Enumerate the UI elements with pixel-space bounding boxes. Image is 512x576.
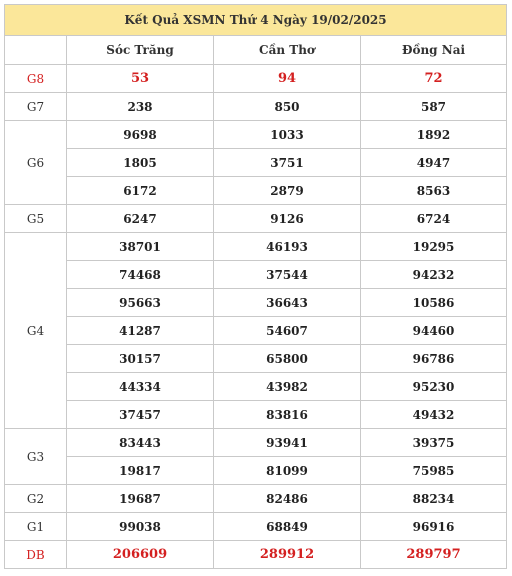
prize-label: G3 xyxy=(5,429,67,485)
prize-row xyxy=(5,261,507,289)
result-number: 53 xyxy=(67,65,214,93)
prize-row xyxy=(5,289,507,317)
prize-row xyxy=(5,485,507,513)
result-number: 65800 xyxy=(214,345,361,373)
result-number: 83816 xyxy=(214,401,361,429)
prize-row xyxy=(5,149,507,177)
prize-row xyxy=(5,513,507,541)
result-number: 19295 xyxy=(361,233,507,261)
result-number: 9126 xyxy=(214,205,361,233)
province-header: Sóc Trăng xyxy=(67,36,214,65)
result-number: 6247 xyxy=(67,205,214,233)
prize-row xyxy=(5,121,507,149)
province-header: Đồng Nai xyxy=(361,36,507,65)
result-number: 94 xyxy=(214,65,361,93)
prize-label: G6 xyxy=(5,121,67,205)
result-number: 74468 xyxy=(67,261,214,289)
province-header: Cần Thơ xyxy=(214,36,361,65)
result-number: 38701 xyxy=(67,233,214,261)
prize-label: G2 xyxy=(5,485,67,513)
result-number: 3751 xyxy=(214,149,361,177)
result-number: 4947 xyxy=(361,149,507,177)
result-number: 10586 xyxy=(361,289,507,317)
result-number: 95230 xyxy=(361,373,507,401)
result-number: 41287 xyxy=(67,317,214,345)
result-number: 2879 xyxy=(214,177,361,205)
result-number: 19687 xyxy=(67,485,214,513)
result-number: 43982 xyxy=(214,373,361,401)
result-number: 94460 xyxy=(361,317,507,345)
prize-label: G8 xyxy=(5,65,67,93)
prize-row xyxy=(5,541,507,569)
result-number: 19817 xyxy=(67,457,214,485)
result-number: 94232 xyxy=(361,261,507,289)
result-number: 1033 xyxy=(214,121,361,149)
results-body xyxy=(5,36,507,569)
prize-label: G7 xyxy=(5,93,67,121)
prize-row xyxy=(5,93,507,121)
result-number: 9698 xyxy=(67,121,214,149)
result-number: 6724 xyxy=(361,205,507,233)
result-number: 289912 xyxy=(214,541,361,569)
result-number: 95663 xyxy=(67,289,214,317)
result-number: 6172 xyxy=(67,177,214,205)
prize-row xyxy=(5,65,507,93)
result-number: 37457 xyxy=(67,401,214,429)
result-number: 93941 xyxy=(214,429,361,457)
prize-row xyxy=(5,345,507,373)
prize-label: DB xyxy=(5,541,67,569)
corner-cell xyxy=(5,36,67,65)
result-number: 44334 xyxy=(67,373,214,401)
result-number: 99038 xyxy=(67,513,214,541)
prize-row xyxy=(5,401,507,429)
result-number: 54607 xyxy=(214,317,361,345)
result-number: 206609 xyxy=(67,541,214,569)
result-number: 37544 xyxy=(214,261,361,289)
result-number: 96786 xyxy=(361,345,507,373)
result-number: 1892 xyxy=(361,121,507,149)
result-number: 83443 xyxy=(67,429,214,457)
result-number: 238 xyxy=(67,93,214,121)
result-number: 39375 xyxy=(361,429,507,457)
lottery-results-table xyxy=(4,4,507,569)
result-number: 96916 xyxy=(361,513,507,541)
prize-row xyxy=(5,457,507,485)
result-number: 850 xyxy=(214,93,361,121)
result-number: 88234 xyxy=(361,485,507,513)
prize-row xyxy=(5,317,507,345)
prize-label: G5 xyxy=(5,205,67,233)
prize-row xyxy=(5,373,507,401)
result-number: 289797 xyxy=(361,541,507,569)
result-number: 68849 xyxy=(214,513,361,541)
result-number: 49432 xyxy=(361,401,507,429)
result-number: 46193 xyxy=(214,233,361,261)
prize-row xyxy=(5,205,507,233)
prize-row xyxy=(5,177,507,205)
result-number: 587 xyxy=(361,93,507,121)
province-header-row xyxy=(5,36,507,65)
result-number: 1805 xyxy=(67,149,214,177)
prize-label: G4 xyxy=(5,233,67,429)
result-number: 30157 xyxy=(67,345,214,373)
result-number: 81099 xyxy=(214,457,361,485)
result-number: 8563 xyxy=(361,177,507,205)
result-number: 72 xyxy=(361,65,507,93)
result-number: 82486 xyxy=(214,485,361,513)
prize-label: G1 xyxy=(5,513,67,541)
result-number: 75985 xyxy=(361,457,507,485)
result-number: 36643 xyxy=(214,289,361,317)
prize-row xyxy=(5,233,507,261)
prize-row xyxy=(5,429,507,457)
table-title: Kết Quả XSMN Thứ 4 Ngày 19/02/2025 xyxy=(5,5,507,36)
